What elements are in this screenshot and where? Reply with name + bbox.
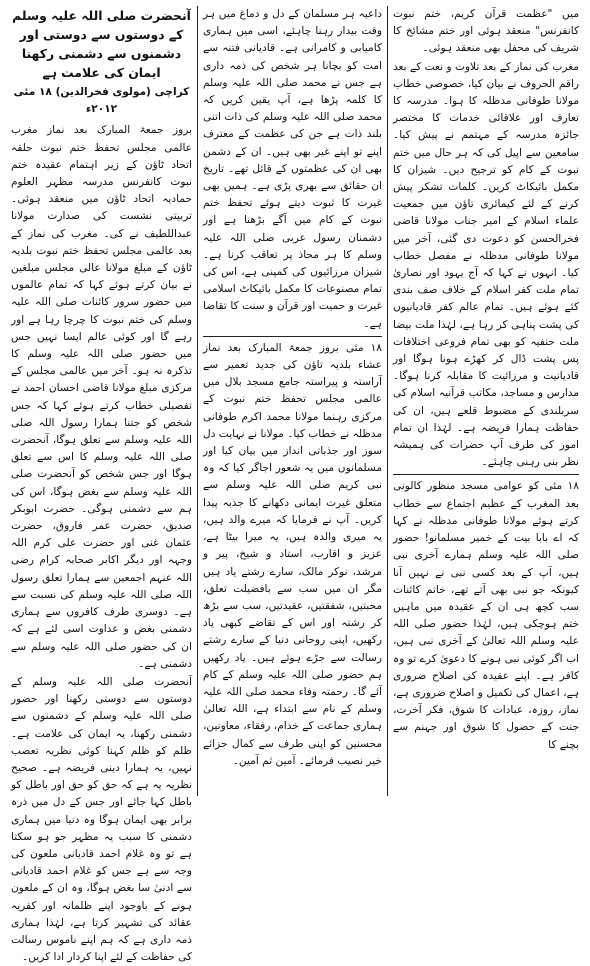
paragraph: بروز جمعۃ المبارک بعد نماز مغرب عالمی مجلس تحفظ ختم نبوت حلقہ اتحاد ٹاؤن کے زیر اہتمام عقیدہ ختم نبوت کانفرنس مدرسہ مظہر العلوم حمادیہ اتحاد ٹاؤن میں منعقد ہوئی۔ تربیتی نشست کی صدارت مولانا عبداللطیف نے کی۔ مغرب کی نماز کے بعد عالمی مجلس تحفظ ختم نبوت بلدیہ ٹاؤن کے مبلغ مولانا عالی مجلس مبلغین نے بیان کرتے ہوئے کہا کہ تمام عالموں میں حضور سرور کائنات صلی اللہ علیہ وسلم کی ختم نبوت کا چرچا رہا ہے اور رہے گا اور کوئی عالم ایسا نہیں جس میں حضور صلی اللہ علیہ وسلم کا تذکرہ نہ ہو۔ آخر میں عالمی مجلس کے مرکزی مبلغ مولانا قاضی احسان احمد نے تفصیلی خطاب کرتے ہوئے کہا کہ جس شخص کو جتنا ہمارا رسول اللہ صلی اللہ علیہ وسلم سے تعلق ہوگا، آنحضرت صلی اللہ علیہ وسلم کا اس سے تعلق ہوگا اور جس شخص کو آنحضرت صلی اللہ علیہ وسلم سے بغض ہوگا، اس کی ہم سے دشمنی ہوگی۔ حضرت ابوبکر صدیق، حضرت عمر فاروق، حضرت عثمان غنی اور حضرت علی کرم اللہ وجہہ اور دیگر اکابر صحابہ کرام رضی اللہ عنہم اجمعین سے ہمارا تعلق رسول اللہ صلی اللہ علیہ وسلم کی نسبت سے ہے۔ دوسری طرف کافروں سے ہماری دشمنی بغض و عداوت اسی لئے ہے کہ ان کی حضور صلی اللہ علیہ وسلم سے دشمنی ہے۔ — [11, 124, 192, 670]
headline-line-1: آنحضرت صلی اللہ علیہ وسلم کے دوستوں سے دوستی اور — [12, 8, 191, 42]
column-middle — [198, 6, 388, 796]
article-headline — [11, 6, 192, 82]
divider — [393, 474, 579, 475]
paragraph: داعیہ ہر مسلمان کے دل و دماغ میں ہر وقت بیدار رہنا چاہئے، اسی میں ہماری کامیابی و کامرانی ہے۔ قادیانی فتنہ سے امت کو بچانا ہر شخص کی ذمہ داری ہے جس نے محمد صلی اللہ علیہ وسلم کا کلمہ پڑھا ہے، آپ یقین کریں کہ محمد صلی اللہ علیہ وسلم کی ذات اتنی بلند ذات ہے جن کی عظمت کے معترف اپنے تو اپنے غیر بھی ہیں۔ ان کے دشمن بھی ان کی عظمتوں کے قائل تھے۔ تاریخ ان حقائق سے بھری پڑی ہے۔ ہمیں بھی غیرت کا ثبوت دیتے ہوئے تحفظ ختم نبوت کے کام میں آگے بڑھنا ہے اور دشمنان رسول عربی صلی اللہ علیہ وسلم کا ہر محاذ پر تعاقب کرنا ہے۔ شیزان مرزائیوں کی کمپنی ہے، اس کی تمام مصنوعات کا مکمل بائیکاٹ اسلامی غیرت و حمیت اور قرآن و سنت کا تقاضا ہے۔ — [203, 8, 382, 330]
article-byline: کراچی (مولوی فخرالدین) ۱۸ مئی ۲۰۱۲ء — [13, 86, 190, 116]
column-left — [6, 6, 198, 964]
paragraph: میں "عظمت قرآن کریم، ختم نبوت کانفرنس" منعقد ہوئی اور ختم مشائخ کا شریف کی محفل بھی منعقد ہوئی۔ — [393, 8, 579, 55]
paragraph: ۱۸ مئی بروز جمعۃ المبارک بعد نماز عشاء بلدیہ تاؤن کی جدید تعمیر سے آراستہ و پیراستہ جامع مسجد بلال میں عالمی مجلس تحفظ ختم نبوت کے مرکزی رہنما مولانا محمد اکرم طوفانی مدظلہ نے خطاب کیا۔ مولانا نے نہایت دل سوز اور جذباتی انداز میں بیان کیا اور مسلمانوں میں یہ شعور اجاگر کیا کہ وہ نبی کریم صلی اللہ علیہ وسلم سے متعلق غیرت ایمانی دکھانے کا جذبہ پیدا کریں۔ آپ نے فرمایا کہ میرے والد ہیں، یہ میری والدہ ہیں، یہ میرا بیٹا ہے، عزیز و اقارب، استاد و شیخ، پیر و مرشد، نوکر مالک، سارے رشتے یاد ہیں مگر ان میں سب سے بافضیلت تعلق، محبتیں، شفقتیں، عقیدتیں، سب سے بڑھ کر رشتہ اور اس کے تقاضے کبھی یاد رکھیں، اپنی روحانی دنیا کے سارے رشتے رسالت سے جڑے ہوئے ہیں۔ یاد رکھیں ہم حضور صلی اللہ علیہ وسلم کے کام آئے گا۔ رحمتہ وفاء محمد صلی اللہ علیہ وسلم کے نام سے ابتداء ہے، اللہ تعالیٰ ہماری جماعت کے خدام، رفقاء، معاونین، محسنین کو اپنی طرف سے کمال جزائے خیر نصیب فرمائے۔ آمین ثم آمین۔ — [203, 341, 382, 767]
paragraph: آنحضرت صلی اللہ علیہ وسلم کے دوستوں سے دوستی رکھنا اور حضور صلی اللہ علیہ وسلم کے دشمنوں سے دشمنی رکھنا، یہ ایمان کی علامت ہے۔ ظلم کو ظلم کہنا کوئی نظریہ تعصب نہیں، یہ ہمارا دینی فریضہ ہے۔ صحیح نظریہ یہ ہے کہ حق کو حق اور باطل کو باطل کہا جائے اور جس کے دل میں ذرہ برابر بھی ایمان ہوگا وہ دنیا میں ہماری دشمنی کا سبب یہ مظہر جو ہو سکتا ہے تو وہ غلام احمد قادیانی ملعون کی وجہ سے ہے جس کو غلام احمد قادیانی سے ادنیٰ سا بغض ہوگا، وہ ان کے ملعون ہونے کے باوجود اپنے ظلمانہ اور کفریہ عقائد کی تشہیر کرتا ہے، لہٰذا ہماری ذمہ داری ہے کہ ہم اپنے ناموس رسالت کی حفاظت کے لئے اپنا کردار ادا کریں۔ — [11, 675, 192, 964]
paragraph: ۱۸ مئی کو عوامی مسجد منظور کالونی بعد المغرب کے عظیم اجتماع سے خطاب کرتے ہوئے مولانا طوفانی مدظلہ نے کہا کہ اے بابا بیت کے خمیر مسلمانو! حضور صلی اللہ علیہ وسلم ہمارے آخری نبی ہیں، آپ کے بعد کسی نبی نے نہیں آنا کیونکہ جو نبی بھی آتے تھے، خاتم کائنات سب کچھ ہی ان کے عقیدہ میں ماہیں ختم ہوچکی ہیں، لہٰذا حضور صلی اللہ علیہ وسلم اللہ تعالیٰ کے آخری نبی ہیں، اب اگر کوئی نبی ہونے کا دعویٰ کرے تو وہ کافر ہے۔ اپنے عقیدہ کی اصلاح ضروری ہے، اعمال کی تکمیل و اصلاح ضروری ہے، نماز، روزہ، عبادات کا شوق، فکر آخرت، جنت کے حصول کا شوق اور جہنم سے بچنے کا — [393, 480, 579, 751]
column-right — [388, 6, 584, 796]
headline-line-2: دشمنوں سے دشمنی رکھنا ایمان کی علامت ہے — [21, 46, 182, 80]
paragraph: مغرب کی نماز کے بعد تلاوت و نعت کے بعد راقم الحروف نے بیان کیا، خصوصی خطاب مولانا طوفانی مدظلہ کا ہوا۔ مدرسہ کا تعارف اور علاقائی خدمات کا مختصر جائزہ مدرسہ کے مہتمم نے پیش کیا۔ سامعین سے اپیل کی کہ ہر حال میں ختم نبوت کے کام کو ترجیح دیں۔ شیزان کا مکمل بائیکاٹ کریں۔ کلمات تشکر پیش کرنے کے لئے کیمائری تاؤن میں جمعیت علماء اسلام کے امیر جناب مولانا قاضی فخرالحسن کو دعوت دی گئی، آخر میں مولانا طوفانی مدظلہ نے مفصل خطاب کیا۔ انہوں نے کہا کہ آج یہود اور نصاریٰ تمام ملت کفر اسلام کے خلاف صف بندی کئے ہوئے ہیں۔ تمام عالم کفر قادیانیوں کی پشت پناہی کر رہا ہے، لہٰذا ملت بیضا ملت حنفیہ کو بھی تمام فروعی اختلافات پس پشت ڈال کر کھڑے ہونا ہوگا اور قادیانیت و مرزائیت کا مقابلہ کرنا ہوگا۔ مدارس و مساجد، مکاتب قرآنیہ اسلام کی سربلندی کے مضبوط قلعے ہیں، ان کی حفاظت ہمارا فریضہ ہے۔ لہٰذا ان تمام امور کی طرف آپ حضرات کی ہمیشہ نظر بنی رہنی چاہئے۔ — [393, 60, 579, 469]
divider — [203, 336, 382, 337]
